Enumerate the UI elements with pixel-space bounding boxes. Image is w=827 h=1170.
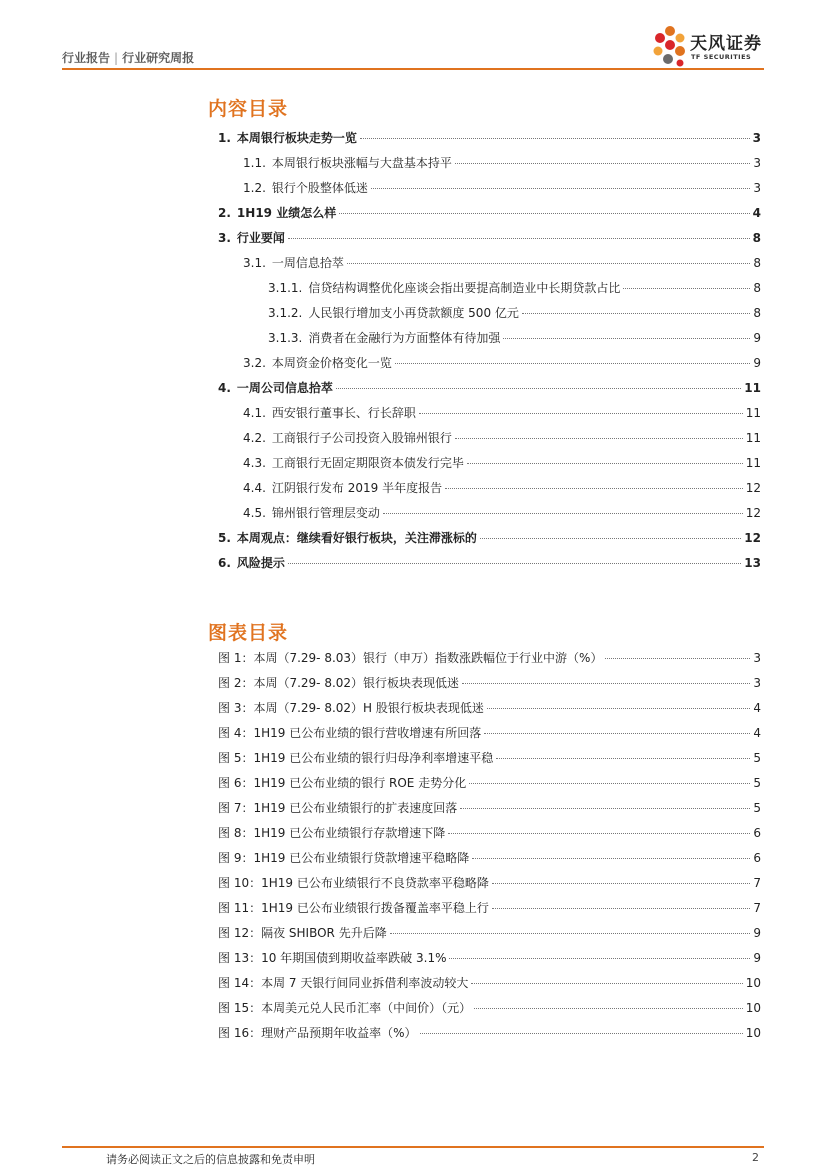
figures-list	[218, 646, 761, 1046]
figure-entry[interactable]	[218, 671, 761, 696]
figure-entry-title	[218, 746, 493, 771]
page-ref: 4	[753, 701, 761, 715]
figure-entry-title	[218, 646, 602, 671]
page-ref: 10	[745, 976, 761, 990]
page-ref: 6	[753, 851, 761, 865]
dot-leader	[460, 808, 750, 809]
dot-leader	[455, 163, 750, 164]
toc-entry-text: 工商银行子公司投资入股锦州银行	[271, 431, 452, 445]
page-ref: 13	[744, 556, 761, 570]
page-ref: 11	[745, 456, 761, 470]
dot-leader	[496, 758, 750, 759]
figure-entry-title	[218, 771, 466, 796]
toc-entry-text: 本周银行板块涨幅与大盘基本持平	[271, 156, 452, 170]
toc-entry-number: 3.1.1.	[268, 281, 303, 295]
toc-entry-text: 本周银行板块走势一览	[236, 131, 357, 145]
toc-entry-title	[268, 326, 500, 351]
toc-entry-number: 3.1.	[243, 256, 266, 270]
figure-entry-text: 本周（7.29- 8.03）银行（申万）指数涨跌幅位于行业中游（%）	[253, 651, 603, 665]
figure-entry-label: 图 10：	[218, 876, 262, 890]
dot-leader	[467, 463, 743, 464]
dot-leader	[472, 858, 750, 859]
dot-leader	[474, 1008, 743, 1009]
dot-leader	[492, 883, 751, 884]
company-logo	[652, 23, 772, 71]
report-header	[62, 49, 194, 66]
dot-leader	[605, 658, 750, 659]
figure-entry-label: 图 2：	[218, 676, 254, 690]
toc-entry[interactable]	[218, 251, 761, 276]
dot-leader	[522, 313, 750, 314]
toc-entry-number: 3.1.2.	[268, 306, 303, 320]
toc-entry[interactable]	[218, 226, 761, 251]
page-ref: 5	[753, 776, 761, 790]
toc-entry[interactable]	[218, 401, 761, 426]
toc-entry-text: 工商银行无固定期限资本债发行完毕	[271, 456, 464, 470]
figure-entry-title	[218, 896, 489, 921]
page-ref: 4	[753, 726, 761, 740]
dot-leader	[360, 138, 750, 139]
page-ref: 9	[753, 926, 761, 940]
toc-entry[interactable]	[218, 201, 761, 226]
figure-entry-label: 图 13：	[218, 951, 262, 965]
page-ref: 10	[745, 1001, 761, 1015]
figure-entry-label: 图 16：	[218, 1026, 262, 1040]
toc-entry-title	[243, 451, 464, 476]
dot-leader	[419, 413, 743, 414]
dot-leader	[445, 488, 743, 489]
figure-entry-title	[218, 1021, 417, 1046]
toc-entry-number: 4.1.	[243, 406, 266, 420]
dot-leader	[487, 708, 750, 709]
figure-entry-label: 图 15：	[218, 1001, 262, 1015]
figure-entry-label: 图 6：	[218, 776, 254, 790]
figure-entry-label: 图 3：	[218, 701, 254, 715]
page-ref: 3	[752, 131, 761, 145]
company-name-cn: 天风证券	[690, 34, 762, 54]
figure-entry[interactable]	[218, 846, 761, 871]
page-ref: 3	[753, 156, 761, 170]
dot-leader	[492, 908, 751, 909]
page-ref: 7	[753, 901, 761, 915]
toc-entry[interactable]	[218, 276, 761, 301]
page-ref: 8	[753, 281, 761, 295]
toc-entry-title	[243, 351, 392, 376]
toc-entry[interactable]	[218, 526, 761, 551]
toc-entry-text: 西安银行董事长、行长辞职	[271, 406, 416, 420]
page-ref: 9	[753, 331, 761, 345]
toc-entry-number: 4.2.	[243, 431, 266, 445]
toc-entry[interactable]	[218, 176, 761, 201]
toc-entry-number: 3.	[218, 231, 231, 245]
dot-leader	[336, 388, 741, 389]
page-number: 2	[752, 1151, 759, 1164]
dot-leader	[448, 833, 750, 834]
toc-entry-title	[218, 226, 285, 251]
toc-entry-text: 本周资金价格变化一览	[271, 356, 392, 370]
toc-entry-title	[243, 426, 452, 451]
toc-entry-number: 4.3.	[243, 456, 266, 470]
page-ref: 8	[753, 306, 761, 320]
figure-entry-title	[218, 921, 387, 946]
figure-entry-title	[218, 721, 481, 746]
contents-title: 内容目录	[208, 98, 289, 120]
footer-divider	[62, 1146, 764, 1148]
toc-entry[interactable]	[218, 551, 761, 576]
page-ref: 6	[753, 826, 761, 840]
figure-entry[interactable]	[218, 871, 761, 896]
toc-entry-text: 消费者在金融行为方面整体有待加强	[308, 331, 501, 345]
dot-leader	[623, 288, 750, 289]
figure-entry[interactable]	[218, 746, 761, 771]
figure-entry-text: 1H19 已公布业绩的银行 ROE 走势分化	[253, 776, 467, 790]
footer-disclaimer: 请务必阅读正文之后的信息披露和免责申明	[106, 1153, 315, 1166]
figure-entry-text: 1H19 已公布业绩银行存款增速下降	[253, 826, 446, 840]
page-ref: 3	[753, 181, 761, 195]
figure-entry[interactable]	[218, 896, 761, 921]
page-ref: 5	[753, 801, 761, 815]
page-ref: 8	[753, 256, 761, 270]
toc-entry[interactable]	[218, 376, 761, 401]
figure-entry[interactable]	[218, 721, 761, 746]
page-ref: 7	[753, 876, 761, 890]
figure-entry-text: 1H19 已公布业绩银行的扩表速度回落	[253, 801, 458, 815]
figure-entry[interactable]	[218, 921, 761, 946]
toc-entry[interactable]	[218, 476, 761, 501]
figure-entry-title	[218, 696, 484, 721]
figure-entry-title	[218, 796, 457, 821]
toc-entry-text: 锦州银行管理层变动	[271, 506, 380, 520]
toc-entry-title	[218, 126, 357, 151]
dot-leader	[503, 338, 750, 339]
toc-entry-number: 1.2.	[243, 181, 266, 195]
page-ref: 11	[745, 406, 761, 420]
toc-entry-number: 4.4.	[243, 481, 266, 495]
figure-entry-text: 1H19 已公布业绩银行拨备覆盖率平稳上行	[261, 901, 489, 915]
toc-entry-text: 1H19 业绩怎么样	[236, 206, 337, 220]
dot-leader	[288, 238, 750, 239]
page-ref: 8	[752, 231, 761, 245]
figures-title: 图表目录	[208, 622, 289, 644]
toc-entry-text: 本周观点：继续看好银行板块，关注滞涨标的	[236, 531, 477, 545]
figure-entry[interactable]	[218, 646, 761, 671]
page-ref: 3	[753, 651, 761, 665]
dot-leader	[371, 188, 750, 189]
toc-entry[interactable]	[218, 351, 761, 376]
figure-entry-label: 图 14：	[218, 976, 262, 990]
figure-entry[interactable]	[218, 796, 761, 821]
dot-leader	[484, 733, 750, 734]
toc-entry-number: 4.5.	[243, 506, 266, 520]
figure-entry[interactable]	[218, 946, 761, 971]
figure-entry-label: 图 7：	[218, 801, 254, 815]
toc-entry-title	[243, 176, 368, 201]
toc-entry-text: 银行个股整体低迷	[271, 181, 368, 195]
dot-leader	[383, 513, 743, 514]
figure-entry-title	[218, 846, 469, 871]
header-separator: |	[114, 51, 119, 65]
figure-entry[interactable]	[218, 696, 761, 721]
toc-entry-title	[218, 376, 333, 401]
dot-leader	[347, 263, 750, 264]
toc-entry-text: 行业要闻	[236, 231, 285, 245]
figure-entry[interactable]	[218, 996, 761, 1021]
toc-entry[interactable]	[218, 451, 761, 476]
figure-entry-label: 图 11：	[218, 901, 262, 915]
report-type: 行业报告	[62, 51, 111, 65]
dot-leader	[471, 983, 742, 984]
figure-entry-text: 1H19 已公布业绩的银行归母净利率增速平稳	[253, 751, 494, 765]
dot-leader	[420, 1033, 743, 1034]
page-ref: 12	[745, 506, 761, 520]
toc-entry-title	[218, 201, 336, 226]
toc-entry[interactable]	[218, 126, 761, 151]
toc-entry-number: 4.	[218, 381, 231, 395]
page-ref: 5	[753, 751, 761, 765]
figure-entry-text: 隔夜 SHIBOR 先升后降	[261, 926, 387, 940]
dot-leader	[449, 958, 750, 959]
flower-logo-icon	[652, 23, 688, 71]
toc-entry-title	[268, 276, 620, 301]
figure-entry-title	[218, 996, 471, 1021]
toc-entry-text: 信贷结构调整优化座谈会指出要提高制造业中长期贷款占比	[308, 281, 621, 295]
page-ref: 11	[745, 431, 761, 445]
page-ref: 10	[745, 1026, 761, 1040]
dot-leader	[390, 933, 751, 934]
page-ref: 12	[744, 531, 761, 545]
figure-entry-text: 本周（7.29- 8.02）银行板块表现低迷	[253, 676, 460, 690]
toc-entry[interactable]	[218, 151, 761, 176]
toc-entry-title	[243, 251, 344, 276]
figure-entry-label: 图 8：	[218, 826, 254, 840]
figure-entry-text: 本周美元兑人民币汇率（中间价）（元）	[261, 1001, 472, 1015]
figure-entry[interactable]	[218, 821, 761, 846]
contents-list	[218, 126, 761, 576]
company-name-en: TF SECURITIES	[691, 53, 752, 61]
dot-leader	[480, 538, 741, 539]
figure-entry-title	[218, 821, 445, 846]
toc-entry-title	[268, 301, 519, 326]
figure-entry-label: 图 1：	[218, 651, 254, 665]
toc-entry-title	[243, 476, 442, 501]
figure-entry-text: 本周（7.29- 8.02）H 股银行板块表现低迷	[253, 701, 484, 715]
dot-leader	[339, 213, 749, 214]
page-ref: 3	[753, 676, 761, 690]
toc-entry-number: 6.	[218, 556, 231, 570]
dot-leader	[469, 783, 750, 784]
figure-entry-text: 1H19 已公布业绩的银行营收增速有所回落	[253, 726, 482, 740]
report-subtype: 行业研究周报	[122, 51, 195, 65]
toc-entry[interactable]	[218, 426, 761, 451]
figure-entry[interactable]	[218, 971, 761, 996]
toc-entry-number: 1.1.	[243, 156, 266, 170]
figure-entry-text: 10 年期国债到期收益率跌破 3.1%	[261, 951, 447, 965]
figure-entry-text: 理财产品预期年收益率（%）	[261, 1026, 417, 1040]
toc-entry[interactable]	[218, 326, 761, 351]
toc-entry-text: 一周公司信息拾萃	[236, 381, 333, 395]
figure-entry-label: 图 9：	[218, 851, 254, 865]
dot-leader	[455, 438, 743, 439]
toc-entry-text: 风险提示	[236, 556, 285, 570]
toc-entry-number: 3.2.	[243, 356, 266, 370]
page-ref: 9	[753, 356, 761, 370]
dot-leader	[462, 683, 750, 684]
toc-entry[interactable]	[218, 501, 761, 526]
figure-entry-text: 本周 7 天银行间同业拆借利率波动较大	[261, 976, 469, 990]
page-ref: 4	[752, 206, 761, 220]
figure-entry-label: 图 4：	[218, 726, 254, 740]
figure-entry-label: 图 12：	[218, 926, 262, 940]
figure-entry-title	[218, 871, 489, 896]
toc-entry-text: 江阴银行发布 2019 半年度报告	[271, 481, 443, 495]
toc-entry-number: 3.1.3.	[268, 331, 303, 345]
toc-entry-text: 人民银行增加支小再贷款额度 500 亿元	[308, 306, 519, 320]
toc-entry-title	[243, 401, 416, 426]
toc-entry-number: 2.	[218, 206, 231, 220]
figure-entry-title	[218, 946, 446, 971]
dot-leader	[395, 363, 750, 364]
page-ref: 9	[753, 951, 761, 965]
figure-entry[interactable]	[218, 771, 761, 796]
figure-entry-text: 1H19 已公布业绩银行不良贷款率平稳略降	[261, 876, 489, 890]
page-ref: 11	[744, 381, 761, 395]
toc-entry-number: 1.	[218, 131, 231, 145]
figure-entry-title	[218, 971, 468, 996]
toc-entry-text: 一周信息拾萃	[271, 256, 344, 270]
figure-entry[interactable]	[218, 1021, 761, 1046]
page-ref: 12	[745, 481, 761, 495]
toc-entry-title	[243, 151, 452, 176]
figure-entry-text: 1H19 已公布业绩银行贷款增速平稳略降	[253, 851, 470, 865]
toc-entry-title	[243, 501, 380, 526]
toc-entry-number: 5.	[218, 531, 231, 545]
toc-entry-title	[218, 526, 477, 551]
figure-entry-label: 图 5：	[218, 751, 254, 765]
toc-entry[interactable]	[218, 301, 761, 326]
dot-leader	[288, 563, 741, 564]
toc-entry-title	[218, 551, 285, 576]
figure-entry-title	[218, 671, 459, 696]
